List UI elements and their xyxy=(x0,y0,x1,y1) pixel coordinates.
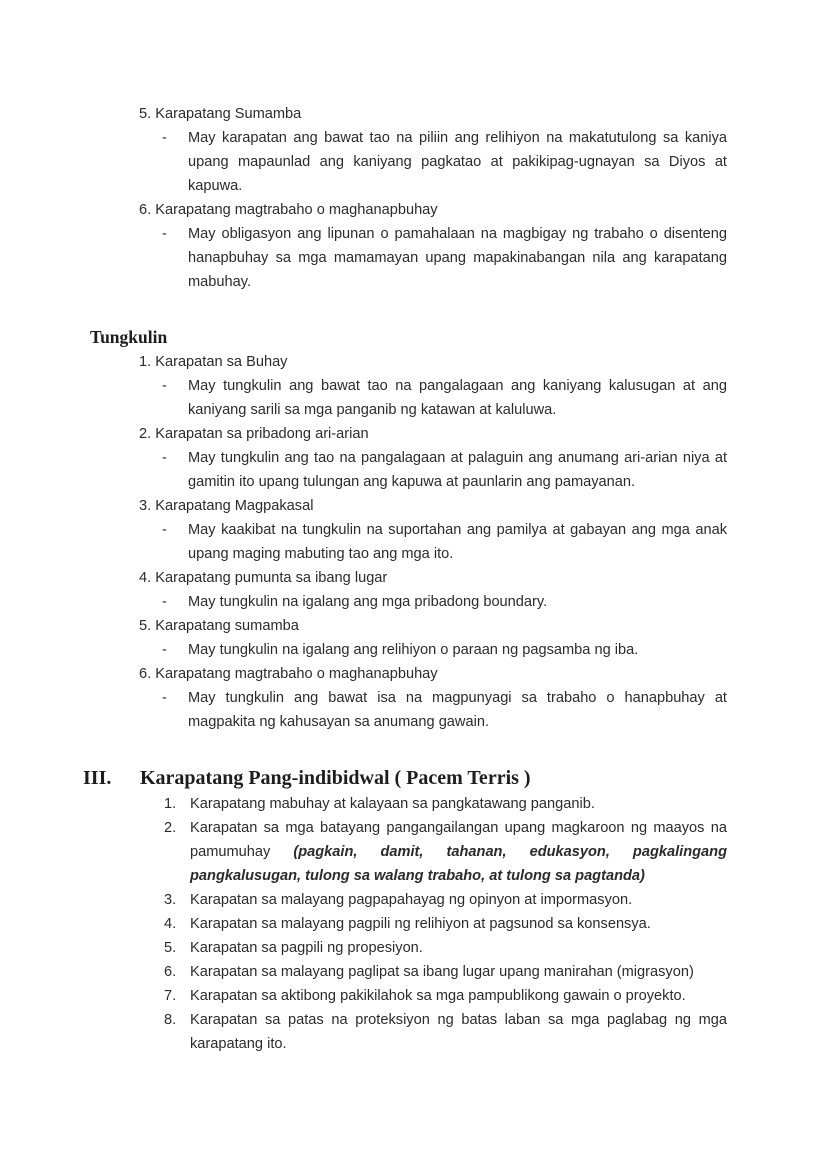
tungkulin-item-2-body xyxy=(0,446,828,494)
tungkulin-item-4-title xyxy=(0,566,828,590)
karapatan-item-5-body xyxy=(0,126,828,198)
tungkulin-item-4-label: Karapatang pumunta sa ibang lugar xyxy=(155,570,388,586)
list-marker: 4. xyxy=(164,916,177,932)
karapatan-item-5-label: Karapatang Sumamba xyxy=(155,106,302,122)
tungkulin-item-5-title xyxy=(0,614,828,638)
tungkulin-item-6-text: May tungkulin ang bawat isa na magpunyagi sa trabaho o hanapbuhay at magpakita ng kahusayan sa anumang gawain. xyxy=(188,690,727,730)
section-three xyxy=(0,764,828,1056)
list-marker: 1. xyxy=(164,796,177,812)
section-three-item-3-text: Karapatan sa malayang pagpapahayag ng opinyon at impormasyon. xyxy=(190,892,633,908)
tungkulin-item-1-title xyxy=(0,350,828,374)
tungkulin-item-2-title xyxy=(0,422,828,446)
tungkulin-section xyxy=(0,324,828,734)
karapatan-item-6-body xyxy=(0,222,828,294)
dash-bullet-icon: - xyxy=(162,642,167,658)
section-three-item-4 xyxy=(0,912,828,936)
tungkulin-item-2-text: May tungkulin ang tao na pangalagaan at palaguin ang anumang ari-arian niya at gamitin ito upang tulungan ang kapuwa at paunlarin ang pamayanan. xyxy=(188,450,727,490)
section-three-item-3 xyxy=(0,888,828,912)
section-three-item-5-text: Karapatan sa pagpili ng propesiyon. xyxy=(190,940,423,956)
tungkulin-item-4-number: 4. xyxy=(139,570,152,586)
dash-bullet-icon: - xyxy=(162,378,167,394)
tungkulin-item-6-title xyxy=(0,662,828,686)
document-body xyxy=(0,102,828,1056)
tungkulin-item-3-label: Karapatang Magpakasal xyxy=(155,498,314,514)
section-three-item-7 xyxy=(0,984,828,1008)
section-three-title: Karapatang Pang-indibidwal ( Pacem Terris ) xyxy=(140,767,531,789)
karapatan-item-5-title xyxy=(0,102,828,126)
section-three-item-8-text: Karapatan sa patas na proteksiyon ng batas laban sa mga paglabag ng mga karapatang ito. xyxy=(190,1012,727,1052)
tungkulin-item-1-label: Karapatan sa Buhay xyxy=(155,354,288,370)
tungkulin-item-5-label: Karapatang sumamba xyxy=(155,618,299,634)
list-marker: 6. xyxy=(164,964,177,980)
section-three-item-8 xyxy=(0,1008,828,1056)
tungkulin-item-3-title xyxy=(0,494,828,518)
tungkulin-item-6-number: 6. xyxy=(139,666,152,682)
section-three-item-2 xyxy=(0,816,828,888)
dash-bullet-icon: - xyxy=(162,226,167,242)
section-three-item-4-text: Karapatan sa malayang pagpili ng relihiyon at pagsunod sa konsensya. xyxy=(190,916,651,932)
tungkulin-item-3-number: 3. xyxy=(139,498,152,514)
karapatan-item-6-text: May obligasyon ang lipunan o pamahalaan na magbigay ng trabaho o disenteng hanapbuhay sa mga mamamayan upang mapakinabangan nila ang karapatang mabuhay. xyxy=(188,226,727,290)
spacer xyxy=(0,294,828,324)
karapatan-item-6-number: 6. xyxy=(139,202,152,218)
section-three-heading xyxy=(0,764,828,792)
tungkulin-item-5-body xyxy=(0,638,828,662)
section-three-item-7-text: Karapatan sa aktibong pakikilahok sa mga pampublikong gawain o proyekto. xyxy=(190,988,686,1004)
tungkulin-item-3-body xyxy=(0,518,828,566)
karapatan-item-5-text: May karapatan ang bawat tao na piliin ang relihiyon na makatutulong sa kaniya upang mapaunlad ang kaniyang pagkatao at pakikipag-ugnayan sa Diyos at kapuwa. xyxy=(188,130,727,194)
karapatan-item-5-number: 5. xyxy=(139,106,152,122)
list-marker: 7. xyxy=(164,988,177,1004)
tungkulin-item-3-text: May kaakibat na tungkulin na suportahan ang pamilya at gabayan ang mga anak upang maging mabuting tao ang mga ito. xyxy=(188,522,727,562)
dash-bullet-icon: - xyxy=(162,594,167,610)
karapatan-item-6-label: Karapatang magtrabaho o maghanapbuhay xyxy=(155,202,438,218)
section-three-item-6 xyxy=(0,960,828,984)
dash-bullet-icon: - xyxy=(162,130,167,146)
tungkulin-item-6-body xyxy=(0,686,828,734)
tungkulin-heading: Tungkulin xyxy=(90,327,168,347)
section-three-item-6-text: Karapatan sa malayang paglipat sa ibang lugar upang manirahan (migrasyon) xyxy=(190,964,694,980)
tungkulin-item-2-label: Karapatan sa pribadong ari-arian xyxy=(155,426,369,442)
spacer xyxy=(0,734,828,764)
tungkulin-item-1-number: 1. xyxy=(139,354,152,370)
section-three-item-1 xyxy=(0,792,828,816)
section-three-item-5 xyxy=(0,936,828,960)
list-marker: 2. xyxy=(164,820,177,836)
dash-bullet-icon: - xyxy=(162,690,167,706)
section-three-item-2-emphasis: (pagkain, damit, tahanan, edukasyon, pagkalingang pangkalusugan, tulong sa walang trabaho, at tulong sa pagtanda) xyxy=(190,844,727,884)
tungkulin-item-1-body xyxy=(0,374,828,422)
karapatan-continued-section xyxy=(0,102,828,294)
tungkulin-item-2-number: 2. xyxy=(139,426,152,442)
tungkulin-item-1-text: May tungkulin ang bawat tao na pangalagaan ang kaniyang kalusugan at ang kaniyang sarili sa mga panganib ng katawan at kaluluwa. xyxy=(188,378,727,418)
section-three-item-1-text: Karapatang mabuhay at kalayaan sa pangkatawang panganib. xyxy=(190,796,595,812)
karapatan-item-6-title xyxy=(0,198,828,222)
dash-bullet-icon: - xyxy=(162,522,167,538)
list-marker: 3. xyxy=(164,892,177,908)
section-three-numeral: III. xyxy=(83,767,112,789)
tungkulin-item-4-text: May tungkulin na igalang ang mga pribadong boundary. xyxy=(188,594,548,610)
tungkulin-item-5-text: May tungkulin na igalang ang relihiyon o paraan ng pagsamba ng iba. xyxy=(188,642,639,658)
tungkulin-item-4-body xyxy=(0,590,828,614)
section-three-item-2-text: Karapatan sa mga batayang pangangailangan upang magkaroon ng maayos na pamumuhay xyxy=(190,820,727,860)
dash-bullet-icon: - xyxy=(162,450,167,466)
list-marker: 5. xyxy=(164,940,177,956)
tungkulin-item-6-label: Karapatang magtrabaho o maghanapbuhay xyxy=(155,666,438,682)
list-marker: 8. xyxy=(164,1012,177,1028)
tungkulin-item-5-number: 5. xyxy=(139,618,152,634)
